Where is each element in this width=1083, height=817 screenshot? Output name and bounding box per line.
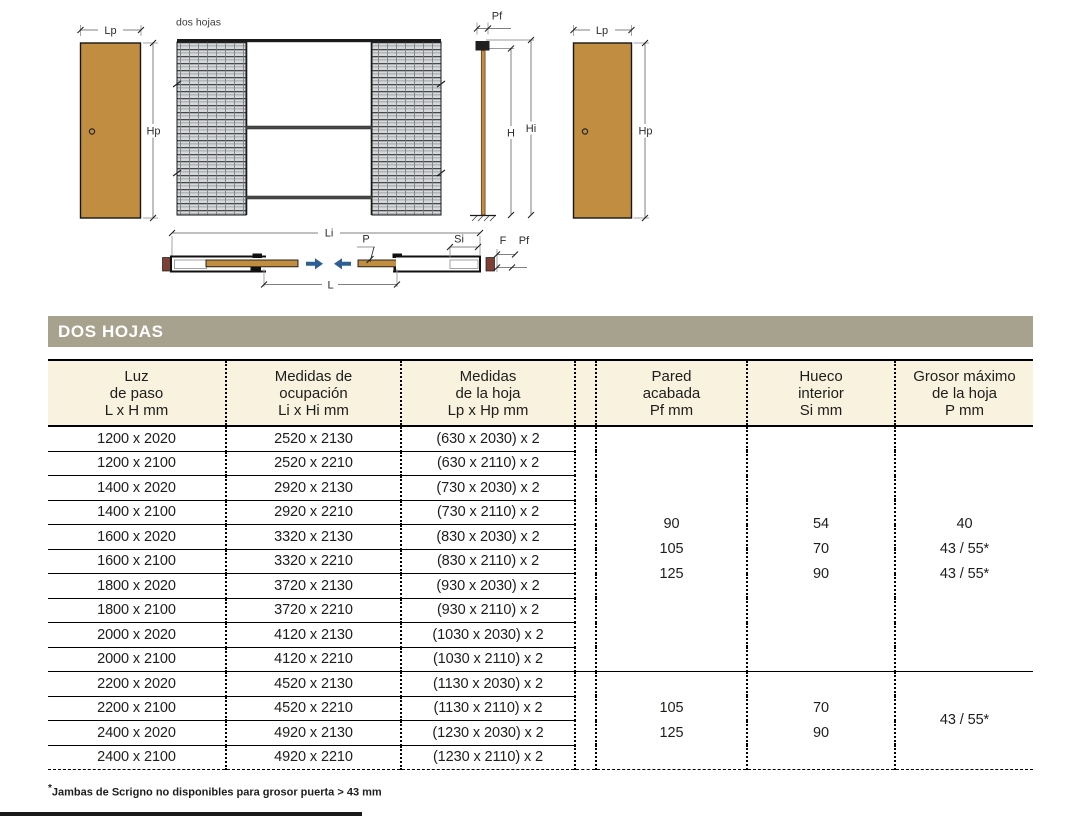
footnote-marker: * [48, 783, 52, 794]
cell-hoja: (630 x 2110) x 2 [401, 451, 575, 476]
cell-ocupacion: 4120 x 2210 [226, 647, 401, 672]
arrow-left-icon [334, 258, 351, 269]
column-header-medidas-ocupacion: Medidas de ocupación Li x Hi mm [226, 360, 401, 426]
footnote-text: Jambas de Scrigno no disponibles para grosor puerta > 43 mm [51, 786, 382, 799]
door-panel-left [78, 24, 164, 222]
column-header-luz-de-paso: Luz de paso L x H mm [48, 360, 226, 426]
cell-hoja: (930 x 2030) x 2 [401, 574, 575, 599]
cell-hueco-group1: 54 70 90 [747, 426, 895, 672]
cell-ocupacion: 3320 x 2130 [226, 525, 401, 550]
column-header-pared-acabada: Pared acabada Pf mm [596, 360, 747, 426]
cell-ocupacion: 2920 x 2130 [226, 476, 401, 501]
cell-hoja: (930 x 2110) x 2 [401, 598, 575, 623]
cell-luz: 2000 x 2020 [48, 623, 226, 648]
cell-pared-group2: 105 125 [596, 672, 747, 770]
dimensions-table-wrap [48, 359, 1033, 770]
label-hp-right: Hp [638, 125, 653, 138]
label-f: F [499, 235, 507, 247]
cell-ocupacion: 2520 x 2210 [226, 451, 401, 476]
diagram-title: dos hojas [176, 16, 221, 29]
cell-luz: 1200 x 2100 [48, 451, 226, 476]
mesh-panel-right [372, 42, 441, 215]
cell-ocupacion: 4520 x 2210 [226, 696, 401, 721]
cell-hoja: (1230 x 2030) x 2 [401, 721, 575, 746]
cell-luz: 2200 x 2020 [48, 672, 226, 697]
section-title: DOS HOJAS [58, 321, 164, 341]
jamb-left [163, 258, 172, 272]
cell-hoja: (730 x 2030) x 2 [401, 476, 575, 501]
cell-grosor-group2: 43 / 55* [895, 672, 1033, 770]
cell-hoja: (1130 x 2110) x 2 [401, 696, 575, 721]
label-li: Li [324, 227, 334, 240]
cell-luz: 1600 x 2100 [48, 549, 226, 574]
cell-hoja: (830 x 2030) x 2 [401, 525, 575, 550]
jamb-right [486, 258, 495, 272]
cell-hoja: (730 x 2110) x 2 [401, 500, 575, 525]
horizontal-section [163, 227, 531, 292]
technical-diagram [0, 0, 1083, 305]
table-row [48, 672, 1033, 697]
bottom-rule [0, 812, 362, 816]
table-row [48, 426, 1033, 451]
top-track [177, 39, 441, 42]
arrow-right-icon [306, 258, 323, 269]
cell-ocupacion: 2920 x 2210 [226, 500, 401, 525]
cell-ocupacion: 4920 x 2210 [226, 745, 401, 770]
cell-luz: 1400 x 2020 [48, 476, 226, 501]
column-header-medidas-hoja: Medidas de la hoja Lp x Hp mm [401, 360, 575, 426]
cell-grosor-group1: 40 43 / 55* 43 / 55* [895, 426, 1033, 672]
label-hp-left: Hp [146, 125, 161, 138]
mesh-panel-left [177, 42, 246, 215]
cell-luz: 1400 x 2100 [48, 500, 226, 525]
vertical-section [470, 11, 539, 222]
label-h: H [507, 127, 515, 140]
cell-ocupacion: 3320 x 2210 [226, 549, 401, 574]
cell-ocupacion: 3720 x 2130 [226, 574, 401, 599]
cell-ocupacion: 4120 x 2130 [226, 623, 401, 648]
door-slab-section [481, 51, 485, 216]
cell-luz: 1600 x 2020 [48, 525, 226, 550]
spreader-bar-middle [246, 126, 372, 129]
column-header-hueco-interior: Hueco interior Si mm [747, 360, 895, 426]
cell-ocupacion: 3720 x 2210 [226, 598, 401, 623]
cell-hoja: (630 x 2030) x 2 [401, 426, 575, 451]
cell-luz: 1800 x 2020 [48, 574, 226, 599]
cell-ocupacion: 2520 x 2130 [226, 426, 401, 451]
cell-pared-group1: 90 105 125 [596, 426, 747, 672]
cell-hoja: (1130 x 2030) x 2 [401, 672, 575, 697]
counterframe-front [173, 17, 445, 216]
column-header-grosor-maximo: Grosor máximo de la hoja P mm [895, 360, 1033, 426]
cell-hoja: (1230 x 2110) x 2 [401, 745, 575, 770]
cell-ocupacion: 4920 x 2130 [226, 721, 401, 746]
cell-luz: 2400 x 2020 [48, 721, 226, 746]
dimensions-table [48, 359, 1033, 770]
label-lp-right: Lp [595, 25, 609, 37]
cell-hoja: (830 x 2110) x 2 [401, 549, 575, 574]
section-header-dos-hojas [48, 316, 1033, 347]
cell-luz: 1800 x 2100 [48, 598, 226, 623]
cell-luz: 1200 x 2020 [48, 426, 226, 451]
cell-hueco-group2: 70 90 [747, 672, 895, 770]
spreader-bar-lower [246, 196, 372, 199]
header-row [48, 360, 1033, 426]
cell-hoja: (1030 x 2110) x 2 [401, 647, 575, 672]
spacer-cell [575, 426, 596, 672]
column-header-spacer [575, 360, 596, 426]
cell-hoja: (1030 x 2030) x 2 [401, 623, 575, 648]
label-pf-top: Pf [491, 10, 503, 23]
track-box [476, 41, 490, 51]
label-p: P [362, 233, 370, 246]
label-pf-section: Pf [518, 235, 530, 247]
cell-luz: 2400 x 2100 [48, 745, 226, 770]
label-hi: Hi [525, 123, 537, 135]
label-l: L [327, 279, 334, 292]
door-slab-left [206, 260, 298, 267]
cell-luz: 2200 x 2100 [48, 696, 226, 721]
door-panel-right [571, 24, 656, 222]
cell-ocupacion: 4520 x 2130 [226, 672, 401, 697]
label-lp-left: Lp [104, 25, 117, 37]
label-si: Si [454, 233, 464, 246]
footnote [48, 783, 382, 799]
spacer-cell [575, 672, 596, 770]
cell-luz: 2000 x 2100 [48, 647, 226, 672]
